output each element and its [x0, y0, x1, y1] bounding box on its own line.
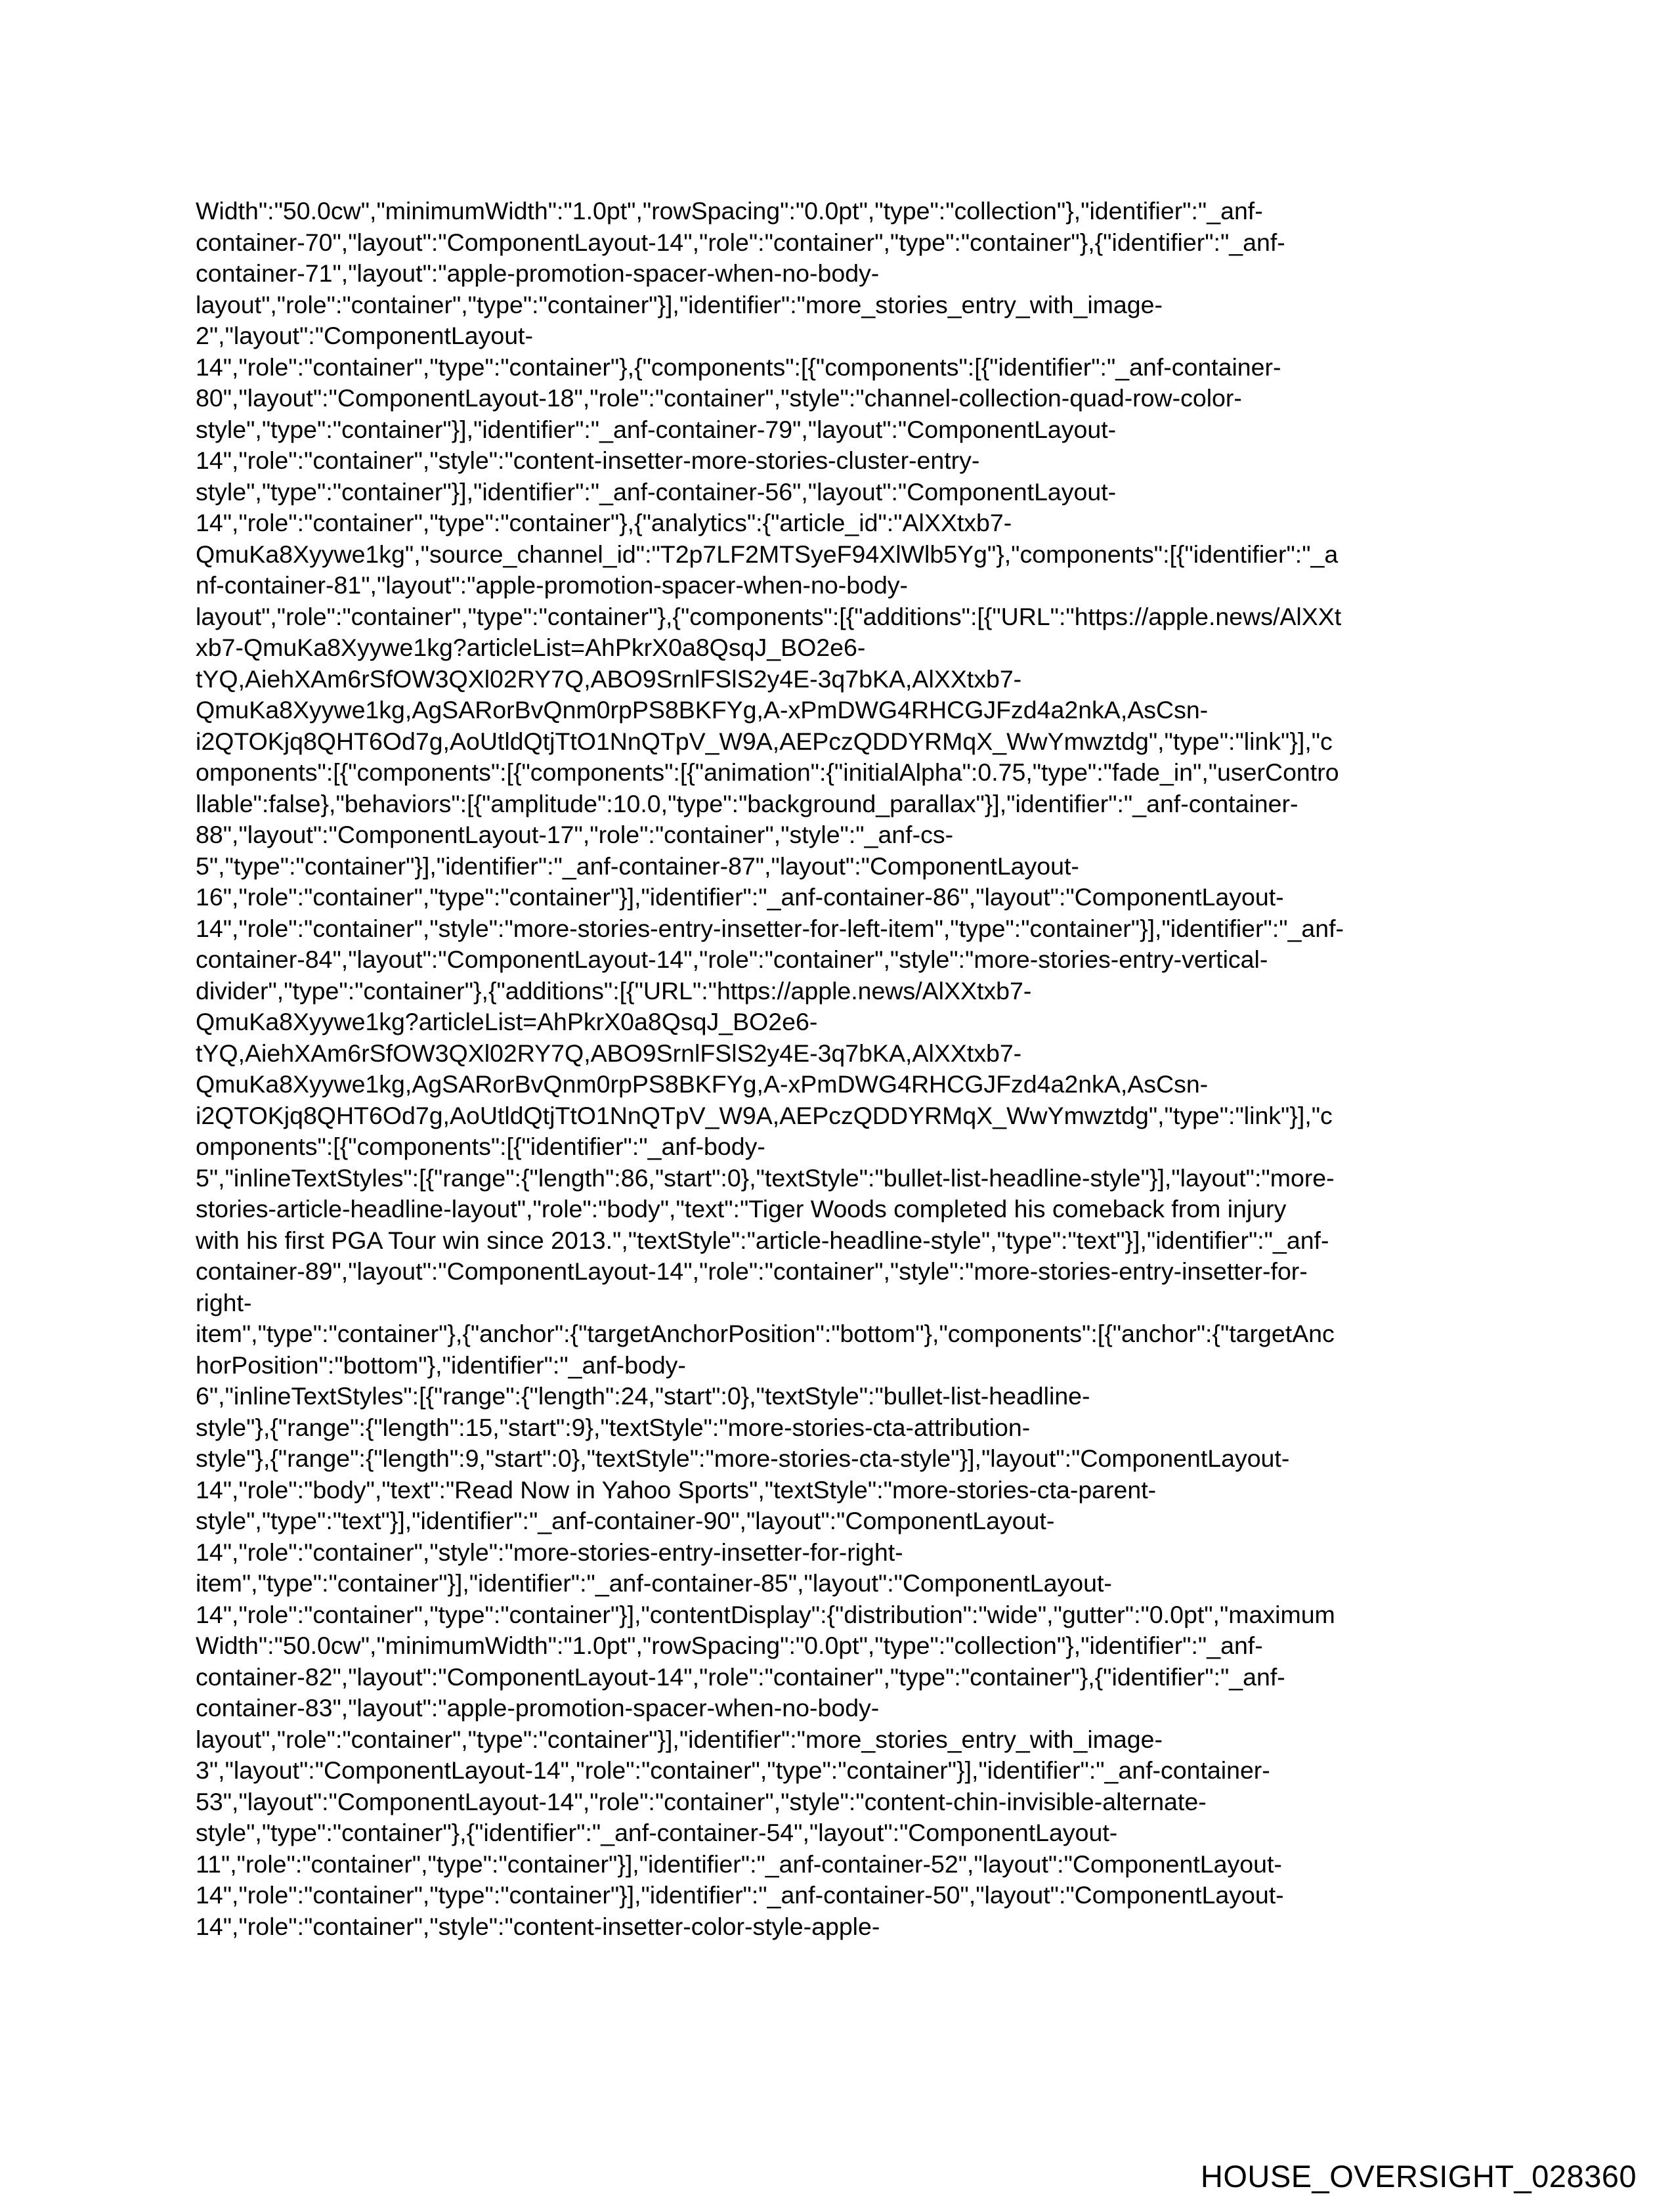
text-line: 3","layout":"ComponentLayout-14","role":"container","type":"container"}],"identifier":"_anf-container-	[196, 1756, 1270, 1784]
text-line: 14","role":"container","style":"content-insetter-color-style-apple-	[196, 1912, 880, 1940]
text-line: 14","role":"container","type":"container"},{"components":[{"components":[{"identifier":"_anf-container-	[196, 353, 1281, 381]
text-line: style","type":"container"},{"identifier":"_anf-container-54","layout":"ComponentLayout-	[196, 1819, 1118, 1846]
text-line: tYQ,AiehXAm6rSfOW3QXl02RY7Q,ABO9SrnlFSlS2y4E-3q7bKA,AlXXtxb7-	[196, 664, 1022, 693]
text-line: 88","layout":"ComponentLayout-17","role":"container","style":"_anf-cs-	[196, 821, 954, 848]
text-line: style","type":"container"}],"identifier":"_anf-container-56","layout":"ComponentLayout-	[196, 477, 1117, 506]
text-line: 80","layout":"ComponentLayout-18","role":"container","style":"channel-collection-quad-row-color-	[196, 384, 1242, 412]
text-line: omponents":[{"components":[{"identifier":"_anf-body-	[196, 1133, 765, 1160]
text-line: 14","role":"container","type":"container"},{"analytics":{"article_id":"AlXXtxb7-	[196, 509, 1012, 536]
text-line: QmuKa8Xyywe1kg,AgSARorBvQnm0rpPS8BKFYg,A-xPmDWG4RHCGJFzd4a2nkA,AsCsn-	[196, 1070, 1209, 1098]
text-line: 53","layout":"ComponentLayout-14","role":"container","style":"content-chin-invisible-alternate-	[196, 1787, 1207, 1815]
bates-number: HOUSE_OVERSIGHT_028360	[1200, 2159, 1637, 2194]
text-line: llable":false},"behaviors":[{"amplitude":10.0,"type":"background_parallax"}],"identifier":"_anf-container-	[196, 789, 1298, 817]
text-line: nf-container-81","layout":"apple-promotion-spacer-when-no-body-	[196, 571, 909, 599]
text-line: i2QTOKjq8QHT6Od7g,AoUtldQtjTtO1NnQTpV_W9A,AEPczQDDYRMqX_WwYmwztdg","type":"link"}],"c	[196, 1101, 1333, 1129]
text-line: stories-article-headline-layout","role":"body","text":"Tiger Woods completed his comeback from injury	[196, 1195, 1287, 1223]
text-line: item","type":"container"}],"identifier":"_anf-container-85","layout":"ComponentLayout-	[196, 1569, 1112, 1597]
text-line: QmuKa8Xyywe1kg,AgSARorBvQnm0rpPS8BKFYg,A-xPmDWG4RHCGJFzd4a2nkA,AsCsn-	[196, 696, 1209, 724]
text-line: style","type":"text"}],"identifier":"_anf-container-90","layout":"ComponentLayout-	[196, 1507, 1055, 1534]
text-line: 14","role":"container","style":"more-stories-entry-insetter-for-right-	[196, 1538, 903, 1566]
text-line: 14","role":"body","text":"Read Now in Yahoo Sports","textStyle":"more-stories-cta-parent-	[196, 1475, 1157, 1504]
text-line: omponents":[{"components":[{"components":[{"animation":{"initialAlpha":0.75,"type":"fade_in","userContro	[196, 758, 1339, 786]
text-line: layout","role":"container","type":"container"},{"components":[{"additions":[{"URL":"https://apple.news/AlXXt	[196, 602, 1342, 630]
text-line: 2","layout":"ComponentLayout-	[196, 322, 533, 349]
text-line: 16","role":"container","type":"container"}],"identifier":"_anf-container-86","layout":"ComponentLayout-	[196, 883, 1284, 911]
text-line: horPosition":"bottom"},"identifier":"_anf-body-	[196, 1351, 686, 1379]
text-line: container-89","layout":"ComponentLayout-14","role":"container","style":"more-stories-entry-insetter-for-	[196, 1257, 1308, 1285]
text-line: container-84","layout":"ComponentLayout-14","role":"container","style":"more-stories-entry-vertical-	[196, 945, 1268, 973]
text-line: style"},{"range":{"length":9,"start":0},"textStyle":"more-stories-cta-style"}],"layout":"ComponentLayout-	[196, 1444, 1290, 1472]
text-line: 14","role":"container","style":"content-insetter-more-stories-cluster-entry-	[196, 446, 980, 474]
text-line: QmuKa8Xyywe1kg?articleList=AhPkrX0a8QsqJ_BO2e6-	[196, 1008, 818, 1035]
text-line: Width":"50.0cw","minimumWidth":"1.0pt","rowSpacing":"0.0pt","type":"collection"},"identifier":"_anf-	[196, 1632, 1263, 1659]
text-line: style","type":"container"}],"identifier":"_anf-container-79","layout":"ComponentLayout-	[196, 415, 1117, 443]
text-line: QmuKa8Xyywe1kg","source_channel_id":"T2p7LF2MTSyeF94XlWlb5Yg"},"components":[{"identifier":"_a	[196, 540, 1339, 568]
text-line: xb7-QmuKa8Xyywe1kg?articleList=AhPkrX0a8QsqJ_BO2e6-	[196, 634, 866, 661]
text-line: container-70","layout":"ComponentLayout-14","role":"container","type":"container"},{"identifier":"_anf-	[196, 228, 1285, 256]
text-line: 5","type":"container"}],"identifier":"_anf-container-87","layout":"ComponentLayout-	[196, 852, 1079, 880]
text-line: container-83","layout":"apple-promotion-spacer-when-no-body-	[196, 1694, 880, 1722]
text-line: Width":"50.0cw","minimumWidth":"1.0pt","rowSpacing":"0.0pt","type":"collection"},"identifier":"_anf-	[196, 197, 1263, 225]
text-line: i2QTOKjq8QHT6Od7g,AoUtldQtjTtO1NnQTpV_W9A,AEPczQDDYRMqX_WwYmwztdg","type":"link"}],"c	[196, 727, 1333, 755]
text-line: layout","role":"container","type":"container"}],"identifier":"more_stories_entry_with_image-	[196, 290, 1163, 318]
text-line: 5","inlineTextStyles":[{"range":{"length":86,"start":0},"textStyle":"bullet-list-headline-style"}],"layout":"more-	[196, 1163, 1335, 1192]
text-line: right-	[196, 1288, 252, 1316]
text-line: 11","role":"container","type":"container"}],"identifier":"_anf-container-52","layout":"ComponentLayout-	[196, 1850, 1282, 1878]
text-line: with his first PGA Tour win since 2013.","textStyle":"article-headline-style","type":"text"}],"identifier":"_anf-	[196, 1226, 1329, 1254]
document-body-text	[196, 196, 1502, 1942]
text-line: layout","role":"container","type":"container"}],"identifier":"more_stories_entry_with_image-	[196, 1725, 1163, 1753]
text-line: container-82","layout":"ComponentLayout-14","role":"container","type":"container"},{"identifier":"_anf-	[196, 1662, 1285, 1691]
text-line: 14","role":"container","style":"more-stories-entry-insetter-for-left-item","type":"container"}],"identifier":"_anf-	[196, 914, 1344, 942]
text-line: 14","role":"container","type":"container"}],"contentDisplay":{"distribution":"wide","gutter":"0.0pt","maximum	[196, 1600, 1335, 1628]
text-line: style"},{"range":{"length":15,"start":9},"textStyle":"more-stories-cta-attribution-	[196, 1413, 1031, 1441]
text-line: 14","role":"container","type":"container"}],"identifier":"_anf-container-50","layout":"ComponentLayout-	[196, 1881, 1284, 1909]
text-line: tYQ,AiehXAm6rSfOW3QXl02RY7Q,ABO9SrnlFSlS2y4E-3q7bKA,AlXXtxb7-	[196, 1039, 1022, 1067]
text-line: item","type":"container"},{"anchor":{"targetAnchorPosition":"bottom"},"components":[{"anchor":{"targetAnc	[196, 1320, 1335, 1347]
text-line: container-71","layout":"apple-promotion-spacer-when-no-body-	[196, 259, 880, 287]
text-line: 6","inlineTextStyles":[{"range":{"length":24,"start":0},"textStyle":"bullet-list-headline-	[196, 1382, 1090, 1410]
text-line: divider","type":"container"},{"additions":[{"URL":"https://apple.news/AlXXtxb7-	[196, 976, 1032, 1005]
